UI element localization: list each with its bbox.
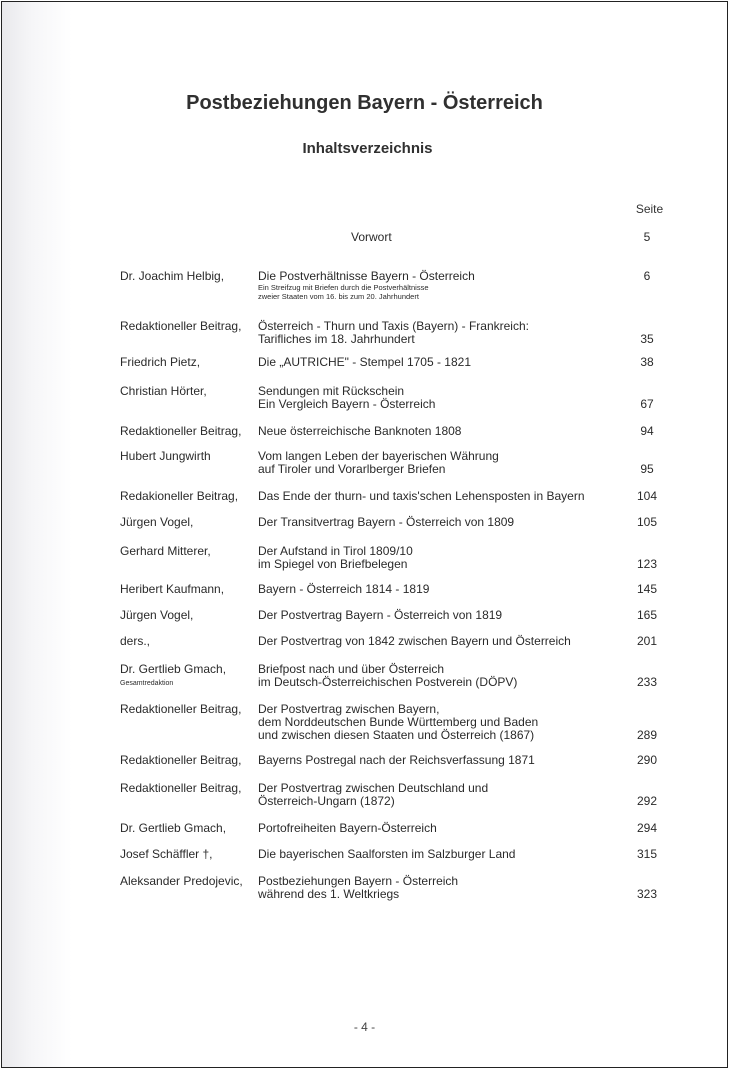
toc-title-line: Ein Vergleich Bayern - Österreich — [258, 397, 436, 411]
toc-title-line: im Deutsch-Österreichischen Postverein (DÖPV) — [258, 675, 518, 689]
toc-page-number: 95 — [640, 462, 654, 476]
toc-author-name: Jürgen Vogel, — [120, 515, 194, 529]
toc-title-line: Bayerns Postregal nach der Reichsverfassung 1871 — [258, 753, 535, 767]
toc-title — [258, 385, 618, 411]
toc-title — [258, 663, 618, 689]
toc-author — [120, 782, 260, 795]
toc-title — [258, 782, 618, 808]
toc-title — [258, 635, 618, 648]
toc-page-number: 292 — [636, 794, 658, 808]
toc-title-line: Briefpost nach und über Österreich — [258, 662, 445, 676]
toc-author-name: ders., — [120, 634, 151, 648]
toc-author — [120, 545, 260, 558]
toc-title-line: Vom langen Leben der bayerischen Währung — [258, 449, 499, 463]
toc-title-line: Sendungen mit Rückschein — [258, 384, 405, 398]
toc-author — [120, 609, 260, 622]
toc-title — [258, 822, 618, 835]
toc-author — [120, 450, 260, 463]
toc-page-number: 290 — [636, 753, 658, 767]
toc-title-line: Das Ende der thurn- und taxis'schen Lehensposten in Bayern — [258, 489, 585, 503]
toc-title — [258, 450, 618, 476]
toc-title — [258, 583, 618, 596]
toc-author — [120, 822, 260, 835]
toc-page-number: 315 — [636, 847, 658, 861]
toc-title — [258, 848, 618, 861]
toc-title-line: Tarifliches im 18. Jahrhundert — [258, 332, 415, 346]
toc-title-line: während des 1. Weltkriegs — [258, 887, 400, 901]
toc-author-name: Redaktioneller Beitrag, — [120, 781, 242, 795]
toc-page-number: 6 — [643, 269, 651, 283]
page-subtitle: Inhaltsverzeichnis — [302, 140, 433, 157]
toc-title-line: Der Postvertrag von 1842 zwischen Bayern und Österreich — [258, 634, 571, 648]
toc-page-number: 104 — [636, 489, 658, 503]
toc-title — [258, 545, 618, 571]
document-page — [1, 1, 728, 1068]
toc-title-line: im Spiegel von Briefbelegen — [258, 557, 408, 571]
toc-title-line: Die „AUTRICHE" - Stempel 1705 - 1821 — [258, 355, 472, 369]
toc-title — [258, 320, 618, 346]
toc-title — [258, 703, 618, 742]
toc-author — [120, 490, 260, 503]
toc-author — [120, 385, 260, 398]
toc-page-number: 67 — [640, 397, 654, 411]
toc-page-number: 233 — [636, 675, 658, 689]
toc-author-name: Friedrich Pietz, — [120, 355, 201, 369]
toc-page-number: 145 — [636, 582, 658, 596]
toc-author-name: Dr. Gertlieb Gmach, — [120, 821, 227, 835]
toc-title — [258, 425, 618, 438]
toc-author — [120, 848, 260, 861]
toc-author — [120, 635, 260, 648]
toc-title — [258, 356, 618, 369]
toc-title — [258, 516, 618, 529]
toc-title-line: Österreich-Ungarn (1872) — [258, 794, 395, 808]
toc-title-line: auf Tiroler und Vorarlberger Briefen — [258, 462, 446, 476]
page-title: Postbeziehungen Bayern - Österreich — [186, 92, 543, 114]
toc-author — [120, 425, 260, 438]
toc-title-line: Der Postvertrag Bayern - Österreich von 1819 — [258, 608, 503, 622]
toc-page-number: 123 — [636, 557, 658, 571]
toc-author — [120, 320, 260, 333]
page-column-header: Seite — [635, 202, 664, 216]
toc-title-line: Bayern - Österreich 1814 - 1819 — [258, 582, 430, 596]
toc-title-line: dem Norddeutschen Bunde Württemberg und Baden — [258, 715, 539, 729]
toc-title — [258, 875, 618, 901]
toc-page-number: 38 — [640, 355, 654, 369]
toc-title-line: Neue österreichische Banknoten 1808 — [258, 424, 462, 438]
toc-author-name: Aleksander Predojevic, — [120, 874, 243, 888]
toc-title — [258, 270, 618, 301]
toc-author-name: Josef Schäffler †, — [120, 847, 213, 861]
toc-author-name: Christian Hörter, — [120, 384, 207, 398]
toc-title-line: Portofreiheiten Bayern-Österreich — [258, 821, 437, 835]
toc-author — [120, 663, 260, 688]
toc-page-number: 105 — [636, 515, 658, 529]
toc-author — [120, 875, 260, 888]
toc-author-name: Redaktioneller Beitrag, — [120, 424, 242, 438]
toc-title-line: Der Postvertrag zwischen Deutschland und — [258, 781, 489, 795]
toc-author-name: Dr. Gertlieb Gmach, — [120, 662, 227, 676]
toc-author-name: Dr. Joachim Helbig, — [120, 269, 225, 283]
toc-author-name: Gerhard Mitterer, — [120, 544, 211, 558]
toc-title-line: und zwischen diesen Staaten und Österreich (1867) — [258, 728, 535, 742]
toc-author-name: Redaktioneller Beitrag, — [120, 319, 242, 333]
toc-author — [120, 583, 260, 596]
toc-author — [120, 356, 260, 369]
toc-author-name: Heribert Kaufmann, — [120, 582, 225, 596]
toc-author — [120, 270, 260, 283]
toc-author-name: Jürgen Vogel, — [120, 608, 194, 622]
toc-page-number: 94 — [640, 424, 654, 438]
vorwort-page: 5 — [643, 230, 651, 244]
toc-title-line: Der Postvertrag zwischen Bayern, — [258, 702, 440, 716]
toc-title-line: Die bayerischen Saalforsten im Salzburger Land — [258, 847, 516, 861]
toc-title-line: Postbeziehungen Bayern - Österreich — [258, 874, 459, 888]
toc-page-number: 289 — [636, 728, 658, 742]
toc-author — [120, 703, 260, 716]
toc-author-name: Redaktioneller Beitrag, — [120, 702, 242, 716]
toc-author-name: Redaktioneller Beitrag, — [120, 753, 242, 767]
toc-title-line: Der Aufstand in Tirol 1809/10 — [258, 544, 413, 558]
toc-title-note: Ein Streifzug mit Briefen durch die Postverhältnisse — [258, 283, 429, 292]
toc-title-line: Österreich - Thurn und Taxis (Bayern) - Frankreich: — [258, 319, 529, 333]
toc-title — [258, 609, 618, 622]
toc-author-name: Hubert Jungwirth — [120, 449, 211, 463]
toc-title — [258, 754, 618, 767]
toc-author — [120, 754, 260, 767]
toc-page-number: 323 — [636, 887, 658, 901]
toc-title-line: Die Postverhältnisse Bayern - Österreich — [258, 269, 475, 283]
toc-title-note: zweier Staaten vom 16. bis zum 20. Jahrhundert — [258, 292, 419, 301]
toc-title — [258, 490, 618, 503]
toc-page-number: 165 — [636, 608, 658, 622]
toc-author — [120, 516, 260, 529]
toc-page-number: 294 — [636, 821, 658, 835]
toc-page-number: 35 — [640, 332, 654, 346]
footer-page-number: - 4 - — [353, 1020, 376, 1034]
toc-author-note: Gesamtredaktion — [120, 680, 174, 687]
toc-title-line: Der Transitvertrag Bayern - Österreich von 1809 — [258, 515, 515, 529]
vorwort-label: Vorwort — [351, 230, 392, 244]
toc-author-name: Redakioneller Beitrag, — [120, 489, 239, 503]
toc-page-number: 201 — [636, 634, 658, 648]
